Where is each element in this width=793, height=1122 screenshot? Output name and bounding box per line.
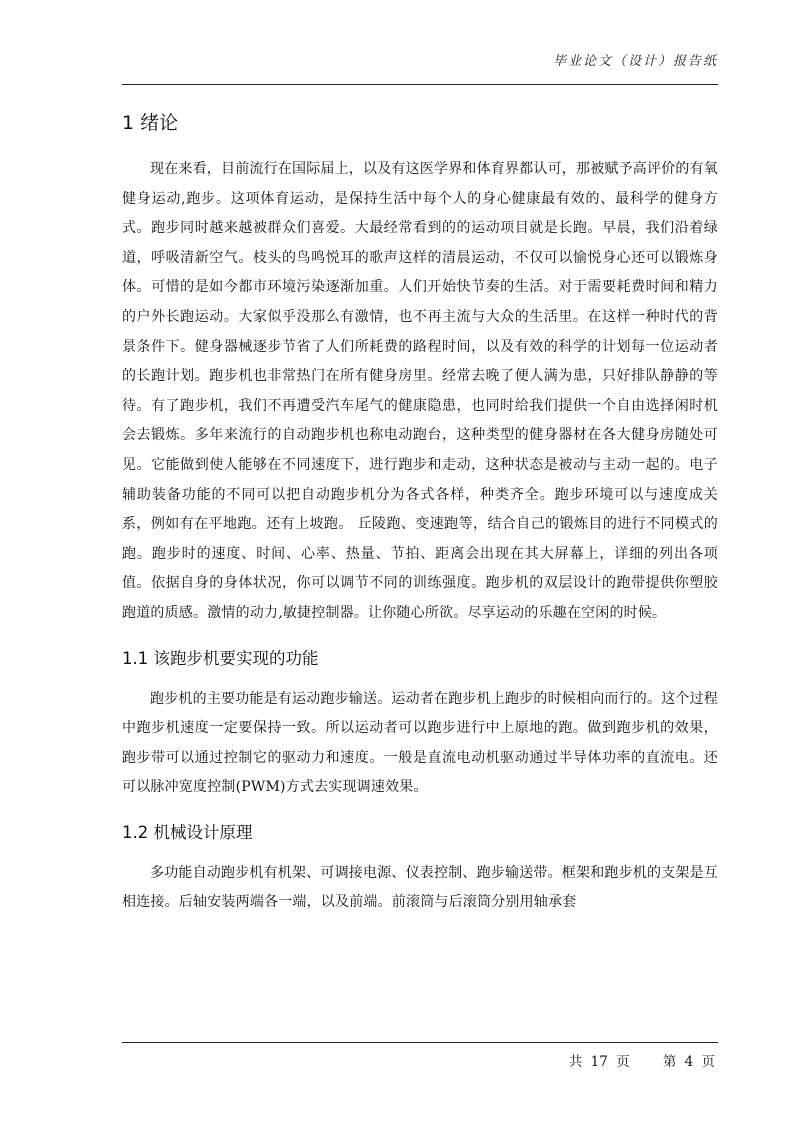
section-title-1-1: 1.1 该跑步机要实现的功能 <box>122 648 319 668</box>
page-body <box>122 108 718 918</box>
total-pages-label: 共 17 页 <box>568 1054 630 1070</box>
page-footer <box>569 1050 715 1070</box>
section-paragraph-1-2: 多功能自动跑步机有机架、可调接电源、仪表控制、跑步输送带。框架和跑步机的支架是互相连接。后轴安装两端各一端，以及前端。前滚筒与后滚筒分别用轴承套 <box>122 864 718 911</box>
chapter-title: 1 绪论 <box>122 112 179 134</box>
current-page-label: 第 4 页 <box>662 1054 715 1070</box>
header-divider <box>122 84 718 85</box>
section-title-1-2: 1.2 机械设计原理 <box>122 822 253 842</box>
page-header-title: 毕业论文（设计）报告纸 <box>552 54 718 69</box>
chapter-paragraph: 现在来看，目前流行在国际届上，以及有这医学界和体育界都认可，那被赋予高评价的有氧健身运动,跑步。这项体育运动，是保持生活中每个人的身心健康最有效的、最科学的健身方式。跑步同时越来越被群众们喜爱。大最经常看到的的运动项目就是长跑。早晨，我们沿着绿道，呼吸清新空气。枝头的鸟鸣悦耳的歌声这样的清晨运动，不仅可以愉悦身心还可以锻炼身体。可惜的是如今都市环境污染逐渐加重。人们开始快节奏的生活。对于需要耗费时间和精力的户外长跑运动。大家似乎没那么有激情，也不再主流与大众的生活里。在这样一种时代的背景条件下。健身器械逐步节省了人们所耗费的路程时间，以及有效的科学的计划每一位运动者的长跑计划。跑步机也非常热门在所有健身房里。经常去晚了便人满为患，只好排队静静的等待。有了跑步机，我们不再遭受汽车尾气的健康隐患，也同时给我们提供一个自由选择闲时机会去锻炼。多年来流行的自动跑步机也称电动跑台，这种类型的健身器材在各大健身房随处可见。它能做到使人能够在不同速度下，进行跑步和走动，这种状态是被动与主动一起的。电子辅助装备功能的不同可以把自动跑步机分为各式各样，种类齐全。跑步环境可以与速度成关系，例如有在平地跑。还有上坡跑。 丘陵跑、变速跑等，结合自己的锻炼目的进行不同模式的跑。跑步时的速度、时间、心率、热量、节拍、距离会出现在其大屏幕上，详细的列出各项值。依据自身的身体状况，你可以调节不同的训练强度。跑步机的双层设计的跑带提供你塑胶跑道的质感。激情的动力,敏捷控制器。让你随心所欲。尽享运动的乐趣在空闲的时候。 <box>122 161 718 621</box>
section-paragraph-1-1: 跑步机的主要功能是有运动跑步输送。运动者在跑步机上跑步的时候相向而行的。这个过程中跑步机速度一定要保持一致。所以运动者可以跑步进行中上原地的跑。做到跑步机的效果，跑步带可以通过控制它的驱动力和速度。一般是直流电动机驱动通过半导体功率的直流电。还可以脉冲宽度控制(PWM)方式去实现调速效果。 <box>122 690 718 796</box>
footer-divider <box>122 1042 718 1043</box>
